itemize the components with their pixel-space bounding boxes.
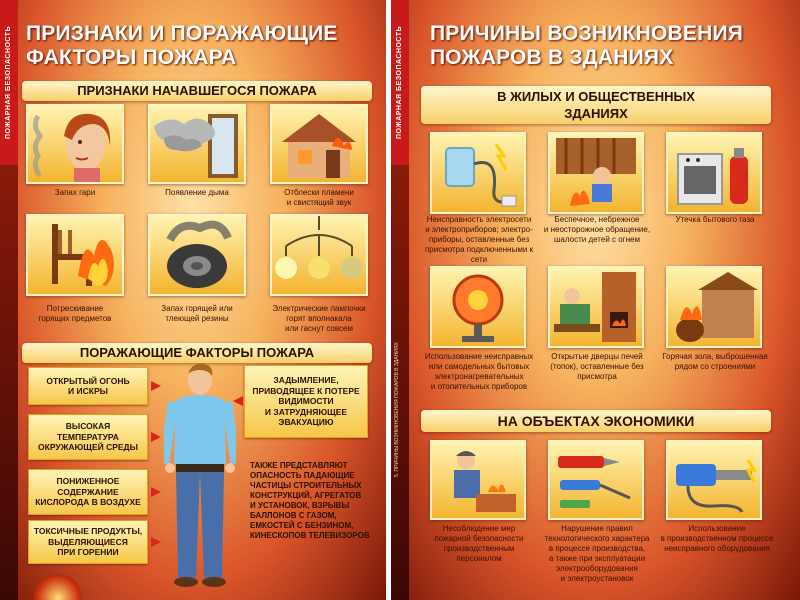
factor-box: ЗАДЫМЛЕНИЕ, ПРИВОДЯЩЕЕ К ПОТЕРЕ ВИДИМОСТИ И ЗАТРУДНЯЮЩЕЕ ЭВАКУАЦИЮ bbox=[244, 365, 368, 438]
side-tab: ПОЖАРНАЯ БЕЗОПАСНОСТЬ bbox=[0, 0, 18, 165]
worker-illustration bbox=[430, 440, 526, 520]
factor-box: ВЫСОКАЯ ТЕМПЕРАТУРА ОКРУЖАЮЩЕЙ СРЕДЫ bbox=[28, 414, 148, 460]
heater-illustration bbox=[430, 266, 526, 348]
cause-caption: Открытые дверцы печей (топок), оставленные без присмотра bbox=[550, 352, 644, 381]
side-strip bbox=[0, 165, 18, 600]
sign-caption: Потрескивание горящих предметов bbox=[38, 304, 112, 323]
factors-banner: ПОРАЖАЮЩИЕ ФАКТОРЫ ПОЖАРА bbox=[22, 343, 372, 363]
tools-illustration bbox=[548, 440, 644, 520]
side-tab: ПОЖАРНАЯ БЕЗОПАСНОСТЬ bbox=[391, 0, 409, 165]
smell-of-burning-illustration bbox=[26, 104, 124, 184]
sign-caption: Электрические лампочки горят вполнакала или гаснут совсем bbox=[272, 304, 366, 333]
cause-caption: Использование неисправных или самодельных бытовых электронагревательных и отопительных приборов bbox=[424, 352, 534, 391]
factor-box: ОТКРЫТЫЙ ОГОНЬ И ИСКРЫ bbox=[28, 367, 148, 405]
cause-caption: Использование в производственном процессе неисправного оборудования bbox=[660, 524, 774, 553]
house-flames-illustration bbox=[270, 104, 368, 184]
stove-illustration bbox=[548, 266, 644, 348]
poster-title: ПРИЧИНЫ ВОЗНИКНОВЕНИЯ ПОЖАРОВ В ЗДАНИЯХ bbox=[430, 22, 744, 69]
child-with-fire-illustration bbox=[548, 132, 644, 214]
signs-banner: ПРИЗНАКИ НАЧАВШЕГОСЯ ПОЖАРА bbox=[22, 81, 372, 101]
sign-caption: Запах горящей или тлеющей резины bbox=[161, 304, 233, 323]
cause-caption: Утечка бытового газа bbox=[675, 215, 755, 224]
arrow-left-icon bbox=[233, 396, 243, 406]
fire-truck-emblem bbox=[34, 574, 82, 600]
poster-title: ПРИЗНАКИ И ПОРАЖАЮЩИЕ ФАКТОРЫ ПОЖАРА bbox=[26, 22, 338, 69]
arrow-right-icon bbox=[151, 432, 161, 442]
cause-caption: Беспечное, небрежное и неосторожное обращение, шалости детей с огнем bbox=[543, 215, 651, 244]
cause-caption: Горячая зола, выброшенная рядом со строениями bbox=[662, 352, 768, 371]
side-strip-caption: 5. ПРИЧИНЫ ВОЗНИКНОВЕНИЯ ПОЖАРОВ В ЗДАНИЯХ bbox=[394, 342, 400, 478]
burning-chair-illustration bbox=[26, 214, 124, 296]
additional-dangers-note: ТАКЖЕ ПРЕДСТАВЛЯЮТ ОПАСНОСТЬ ПАДАЮЩИЕ ЧАСТИЦЫ СТРОИТЕЛЬНЫХ КОНСТРУКЦИЙ, АГРЕГАТОВ И УСТАНОВОК, ВЗРЫВЫ БАЛЛОНОВ С ГАЗОМ, ЕМКОСТЕЙ С БЕНЗИНОМ, КИНЕСКОПОВ ТЕЛЕВИЗОРОВ bbox=[250, 461, 370, 540]
sign-caption: Появление дыма bbox=[165, 188, 229, 197]
faulty-equipment-illustration bbox=[666, 440, 762, 520]
poster-fire-signs bbox=[0, 0, 386, 600]
hot-ash-illustration bbox=[666, 266, 762, 348]
arrow-right-icon bbox=[151, 487, 161, 497]
smoke-illustration bbox=[148, 104, 246, 184]
gas-leak-illustration bbox=[666, 132, 762, 214]
man-figure-illustration bbox=[164, 360, 236, 590]
factor-box: ПОНИЖЕННОЕ СОДЕРЖАНИЕ КИСЛОРОДА В ВОЗДУХЕ bbox=[28, 469, 148, 515]
arrow-right-icon bbox=[151, 381, 161, 391]
economy-banner: НА ОБЪЕКТАХ ЭКОНОМИКИ bbox=[421, 410, 771, 432]
sign-caption: Отблески пламени и свистящий звук bbox=[284, 188, 354, 207]
residential-banner: В ЖИЛЫХ И ОБЩЕСТВЕННЫХ ЗДАНИЯХ bbox=[421, 86, 771, 124]
arrow-right-icon bbox=[151, 537, 161, 547]
dim-lamps-illustration bbox=[270, 214, 368, 296]
cause-caption: Несоблюдение мер пожарной безопасности производственным персоналом bbox=[434, 524, 524, 563]
factor-box: ТОКСИЧНЫЕ ПРОДУКТЫ, ВЫДЕЛЯЮЩИЕСЯ ПРИ ГОРЕНИИ bbox=[28, 520, 148, 564]
sign-caption: Запах гари bbox=[54, 188, 96, 197]
burning-tire-illustration bbox=[148, 214, 246, 296]
cause-caption: Неисправность электросети и электроприборов; электро- приборы, оставленные без присмотра подключенными к сети bbox=[424, 215, 534, 264]
poster-fire-causes bbox=[391, 0, 800, 600]
faulty-wiring-illustration bbox=[430, 132, 526, 214]
cause-caption: Нарушение правил технологического характера в процессе производства, а также при эксплуатации электрооборудования и электроустановок bbox=[544, 524, 650, 583]
